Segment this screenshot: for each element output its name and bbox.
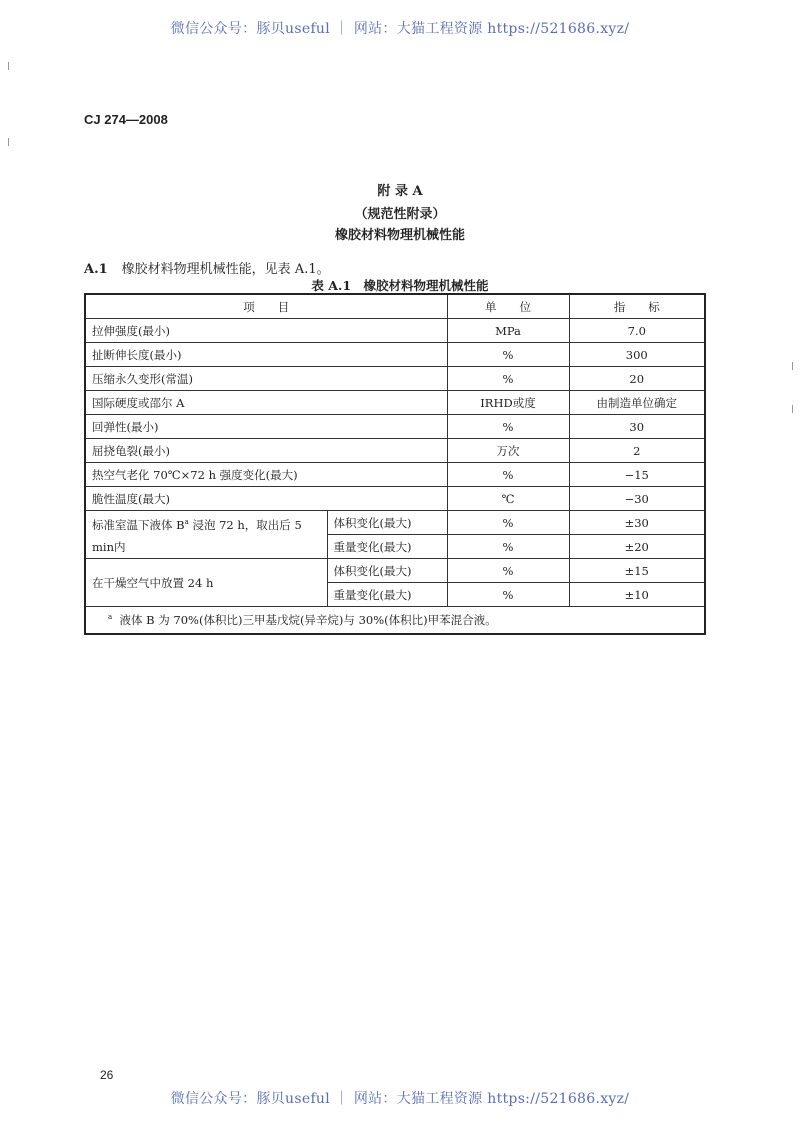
properties-table bbox=[84, 293, 706, 635]
table-row bbox=[85, 439, 705, 463]
appendix-type: （规范性附录） bbox=[354, 207, 446, 222]
table-caption-text: 橡胶材料物理机械性能 bbox=[363, 278, 489, 293]
footnote-text: 液体 B 为 70%(体积比)三甲基戊烷(异辛烷)与 30%(体积比)甲苯混合液。 bbox=[119, 613, 497, 627]
scan-mark bbox=[792, 362, 793, 370]
clause-number: A.1 bbox=[84, 262, 108, 277]
clause-text: 橡胶材料物理机械性能，见表 A.1。 bbox=[121, 262, 330, 277]
scan-mark bbox=[8, 138, 9, 146]
cell-value: −15 bbox=[569, 463, 705, 487]
cell-value: 20 bbox=[569, 367, 705, 391]
table-header-row bbox=[85, 294, 705, 319]
table-caption-number: 表 A.1 bbox=[311, 278, 352, 293]
cell-value: −30 bbox=[569, 487, 705, 511]
cell-unit: % bbox=[447, 559, 569, 583]
watermark-bottom: 微信公众号：豚贝useful ｜ 网站：大猫工程资源 https://521686.xyz/ bbox=[170, 1091, 630, 1107]
cell-item: 压缩永久变形(常温) bbox=[85, 367, 447, 391]
cell-item: 回弹性(最小) bbox=[85, 415, 447, 439]
table-row bbox=[85, 319, 705, 343]
standard-number: CJ 274—2008 bbox=[84, 112, 168, 127]
footnote-ref: a bbox=[184, 518, 189, 527]
watermark-top: 微信公众号：豚贝useful ｜ 网站：大猫工程资源 https://521686.xyz/ bbox=[170, 21, 630, 37]
table-row bbox=[85, 559, 705, 583]
table-row bbox=[85, 487, 705, 511]
cell-value: ±20 bbox=[569, 535, 705, 559]
cell-unit: % bbox=[447, 367, 569, 391]
cell-item: 热空气老化 70℃×72 h 强度变化(最大) bbox=[85, 463, 447, 487]
cell-value: 30 bbox=[569, 415, 705, 439]
cell-unit: % bbox=[447, 511, 569, 535]
cell-subitem: 体积变化(最大) bbox=[327, 559, 447, 583]
cell-unit: % bbox=[447, 583, 569, 607]
cell-item: 屈挠龟裂(最小) bbox=[85, 439, 447, 463]
cell-subitem: 重量变化(最大) bbox=[327, 535, 447, 559]
page-number: 26 bbox=[100, 1068, 114, 1082]
cell-value: ±15 bbox=[569, 559, 705, 583]
cell-subitem: 重量变化(最大) bbox=[327, 583, 447, 607]
cell-unit: % bbox=[447, 415, 569, 439]
cell-item: 拉伸强度(最小) bbox=[85, 319, 447, 343]
cell-value: 300 bbox=[569, 343, 705, 367]
table-row bbox=[85, 415, 705, 439]
cell-value: 7.0 bbox=[569, 319, 705, 343]
group2-label: 在干燥空气中放置 24 h bbox=[85, 559, 327, 607]
table-footnote-row bbox=[85, 607, 705, 635]
cell-unit: 万次 bbox=[447, 439, 569, 463]
table-footnote bbox=[85, 607, 705, 635]
cell-unit: ℃ bbox=[447, 487, 569, 511]
cell-value: ±10 bbox=[569, 583, 705, 607]
table-row bbox=[85, 511, 705, 535]
cell-unit: IRHD或度 bbox=[447, 391, 569, 415]
group1-label bbox=[85, 511, 327, 559]
table-row bbox=[85, 367, 705, 391]
table-row bbox=[85, 343, 705, 367]
cell-unit: MPa bbox=[447, 319, 569, 343]
table-row bbox=[85, 463, 705, 487]
header-item: 项 目 bbox=[85, 294, 447, 319]
header-value: 指 标 bbox=[569, 294, 705, 319]
cell-item: 脆性温度(最大) bbox=[85, 487, 447, 511]
cell-value: 2 bbox=[569, 439, 705, 463]
group1-label-rest: 浸泡 72 h，取出后 5 min内 bbox=[92, 517, 302, 554]
table-row bbox=[85, 391, 705, 415]
cell-item: 扯断伸长度(最小) bbox=[85, 343, 447, 367]
footnote-mark: a bbox=[108, 613, 113, 622]
scan-mark bbox=[792, 405, 793, 413]
cell-unit: % bbox=[447, 535, 569, 559]
cell-value: 由制造单位确定 bbox=[569, 391, 705, 415]
cell-value: ±30 bbox=[569, 511, 705, 535]
cell-item: 国际硬度或邵尔 A bbox=[85, 391, 447, 415]
cell-unit: % bbox=[447, 343, 569, 367]
scan-mark bbox=[8, 62, 9, 70]
header-unit: 单 位 bbox=[447, 294, 569, 319]
appendix-title: 附 录 A bbox=[377, 184, 423, 199]
appendix-subtitle: 橡胶材料物理机械性能 bbox=[334, 228, 465, 243]
clause-a1 bbox=[84, 258, 330, 277]
group1-label-text: 标准室温下液体 B bbox=[92, 517, 185, 532]
cell-unit: % bbox=[447, 463, 569, 487]
table-caption bbox=[0, 276, 800, 294]
cell-subitem: 体积变化(最大) bbox=[327, 511, 447, 535]
